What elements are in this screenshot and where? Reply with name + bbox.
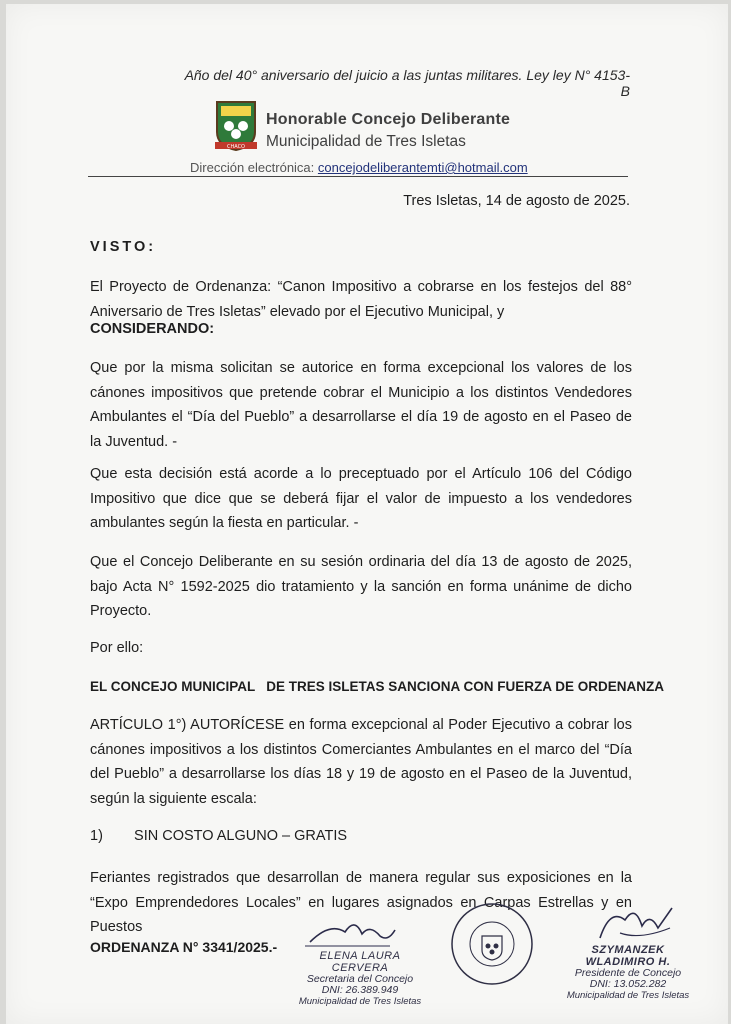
signature-right-dni: DNI: 13.052.282 (589, 978, 667, 990)
considerando-paragraph-1: Que por la misma solicitan se autorice en forma excepcional los valores de los cánones impositivos que pretende cobrar el Municipio a los distintos Vendedores Ambulantes el “Día del Pueblo” a desarrollarse el día 19 de agosto en el Paseo de la Juventud. - (90, 360, 632, 450)
signature-right-scribble (590, 898, 680, 948)
signature-left-scribble (300, 912, 400, 952)
scale-item-text: SIN COSTO ALGUNO – GRATIS (134, 828, 348, 844)
considerando-paragraph-2: Que esta decisión está acorde a lo preceptuado por el Artículo 106 del Código Impositivo que dice que se deberá fijar el valor de impuesto a los vendedores ambulantes según la fiesta en particular. - (90, 466, 632, 531)
email-label: Dirección electrónica: (190, 160, 315, 175)
date-line: Tres Isletas, 14 de agosto de 2025. (403, 193, 630, 209)
email-link[interactable]: concejodeliberantemti@hotmail.com (317, 160, 528, 175)
signature-right-org: Municipalidad de Tres Isletas (566, 990, 690, 1001)
ordenanza-number: ORDENANZA N° 3341/2025.- (90, 939, 278, 955)
email-line (190, 160, 528, 175)
scale-item-number: 1) (90, 828, 103, 844)
sanciona-heading: EL CONCEJO MUNICIPAL DE TRES ISLETAS SANCIONA CON FUERZA DE ORDENANZA (90, 679, 665, 694)
header-divider (88, 176, 628, 177)
signature-left-name: ELENA LAURA CERVERA (319, 950, 401, 974)
por-ello: Por ello: (90, 640, 144, 656)
signature-right-role: Presidente de Concejo (574, 967, 682, 979)
feriantes-paragraph: Feriantes registrados que desarrollan de manera regular sus exposiciones en la “Expo Emprendedores Locales” en lugares asignados en Carpas Estrellas y en Puestos (90, 870, 632, 935)
municipal-logo (213, 98, 259, 152)
considerando-paragraph-3: Que el Concejo Deliberante en su sesión ordinaria del día 13 de agosto de 2025, bajo Acta N° 1592-2025 dio tratamiento y la sanción en forma unánime de dicho Proyecto. (90, 554, 632, 619)
municipality-name: Municipalidad de Tres Isletas (266, 133, 466, 150)
signature-left-org: Municipalidad de Tres Isletas (298, 996, 422, 1007)
scale-item-1 (90, 828, 347, 844)
council-seal (450, 902, 534, 986)
visto-text: El Proyecto de Ordenanza: “Canon Impositivo a cobrarse en los festejos del 88° Aniversario de Tres Isletas” elevado por el Ejecutivo Municipal, y (90, 279, 632, 320)
signature-right-name: SZYMANZEK WLADIMIRO H. (585, 944, 671, 968)
logo-text: CHACO (226, 144, 246, 150)
institution-name: Honorable Concejo Deliberante (266, 111, 511, 128)
signature-left-role: Secretaria del Concejo (306, 973, 414, 985)
signature-left-dni: DNI: 26.389.949 (321, 984, 399, 996)
motto-line: Año del 40° aniversario del juicio a las juntas militares. Ley ley N° 4153-B (184, 67, 630, 99)
signature-right (558, 944, 698, 1001)
considerando-heading: CONSIDERANDO: (90, 321, 215, 337)
visto-heading: VISTO: (90, 239, 157, 255)
signature-left (290, 950, 430, 1007)
articulo-1: ARTÍCULO 1°) AUTORÍCESE en forma excepcional al Poder Ejecutivo a cobrar los cánones impositivos a los distintos Comerciantes Ambulantes en el marco del “Día del Pueblo” a desarrollarse los días 18 y 19 de agosto en el Paseo de la Juventud, según la siguiente escala: (90, 717, 632, 807)
